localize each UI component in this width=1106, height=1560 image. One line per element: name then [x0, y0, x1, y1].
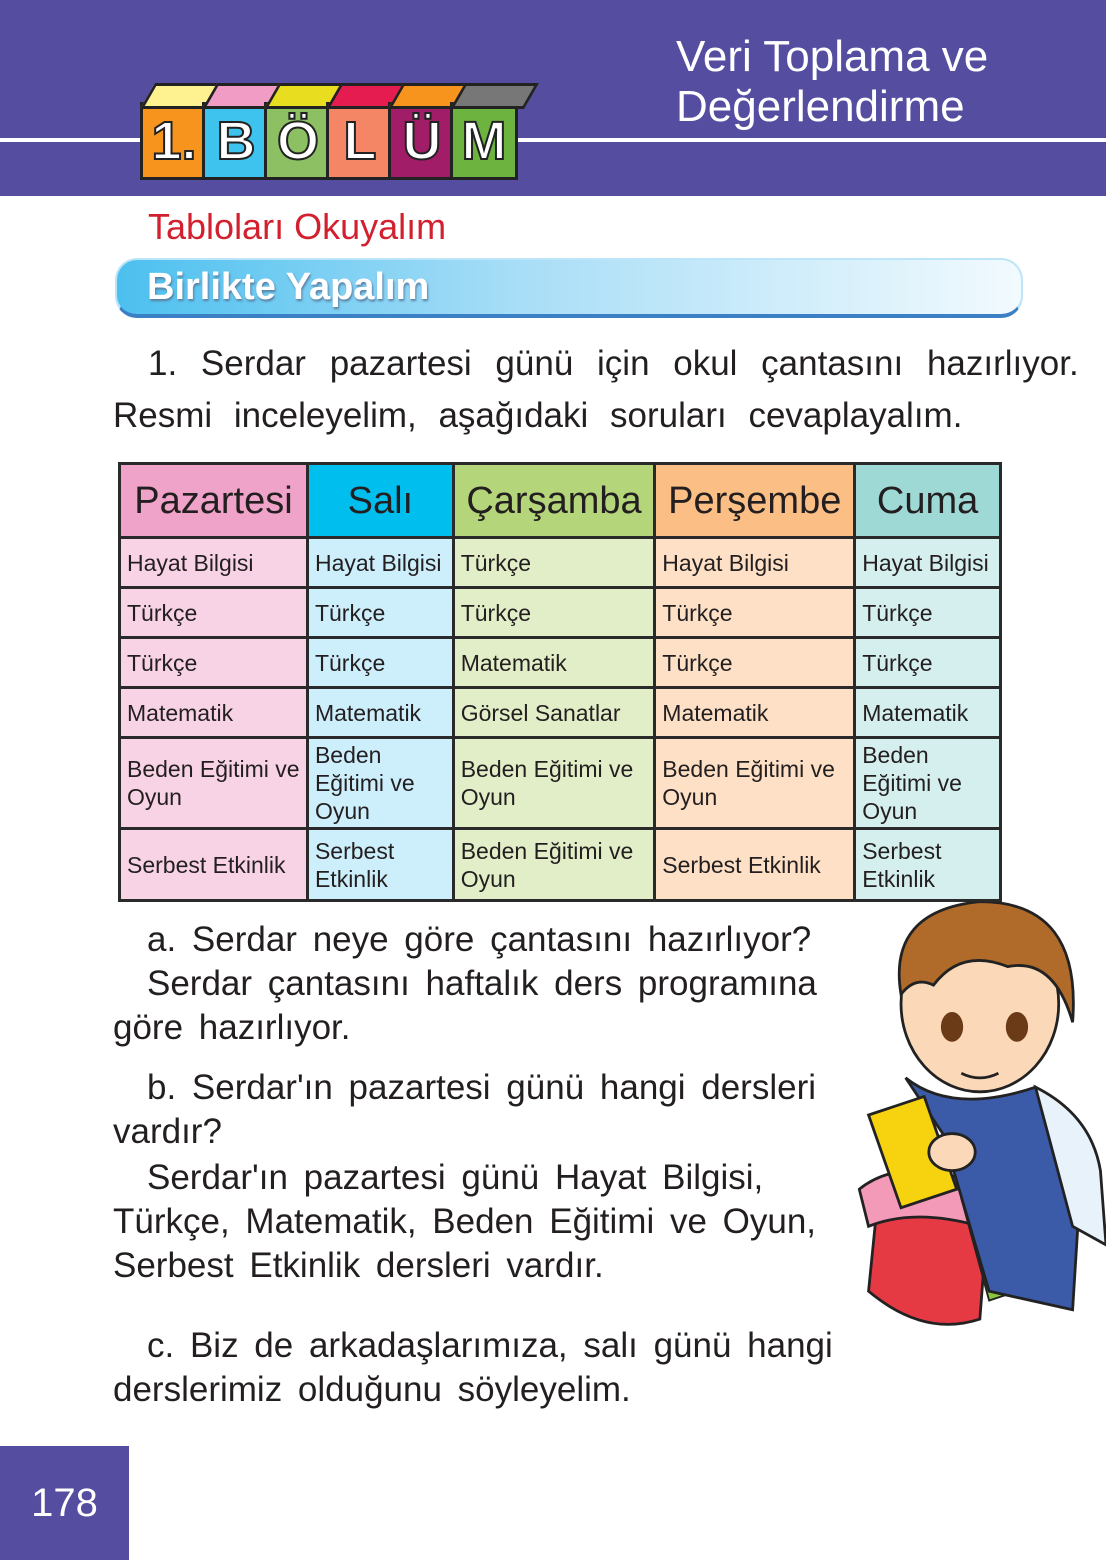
chapter-title-line2: Değerlendirme — [676, 82, 965, 131]
cube-m: M — [450, 102, 518, 180]
cube-l: L — [326, 102, 394, 180]
table-cell: Matematik — [453, 638, 655, 688]
table-cell: Matematik — [655, 688, 855, 738]
table-cell: Beden Eğitimi ve Oyun — [453, 738, 655, 829]
table-cell: Türkçe — [655, 638, 855, 688]
answer-b-line3: Serbest Etkinlik dersleri vardır. — [113, 1246, 604, 1285]
table-cell: Beden Eğitimi ve Oyun — [655, 738, 855, 829]
band-title: Birlikte Yapalım — [147, 266, 430, 308]
intro-line1: 1. Serdar pazartesi günü için okul çantasını hazırlıyor. — [148, 344, 1079, 383]
chapter-title — [676, 32, 988, 132]
header-cell: Salı — [307, 464, 453, 538]
table-cell: Beden Eğitimi ve Oyun — [453, 829, 655, 901]
question-c-line2: derslerimiz olduğunu söyleyelim. — [113, 1370, 631, 1409]
table-row — [120, 638, 1001, 688]
table-cell: Türkçe — [655, 588, 855, 638]
table-cell: Türkçe — [120, 638, 308, 688]
table-cell: Hayat Bilgisi — [307, 538, 453, 588]
header-cell: Perşembe — [655, 464, 855, 538]
cube-o: Ö — [264, 102, 332, 180]
table-cell: Serbest Etkinlik — [307, 829, 453, 901]
table-cell: Beden Eğitimi ve Oyun — [307, 738, 453, 829]
cube-1: 1. — [140, 102, 208, 180]
table-cell: Türkçe — [307, 638, 453, 688]
chapter-title-line1: Veri Toplama ve — [676, 32, 989, 81]
table-cell: Hayat Bilgisi — [655, 538, 855, 588]
table-cell: Serbest Etkinlik — [655, 829, 855, 901]
question-b-line1: b. Serdar'ın pazartesi günü hangi dersleri — [147, 1068, 817, 1107]
table-cell: Türkçe — [453, 588, 655, 638]
table-cell: Serbest Etkinlik — [120, 829, 308, 901]
table-cell: Türkçe — [120, 588, 308, 638]
table-cell: Beden Eğitimi ve Oyun — [855, 738, 1001, 829]
chapter-header — [0, 0, 1106, 196]
table-row — [120, 738, 1001, 829]
chapter-logo — [140, 60, 512, 180]
table-row — [120, 538, 1001, 588]
question-c-line1: c. Biz de arkadaşlarımıza, salı günü hangi — [147, 1326, 833, 1365]
table-cell: Matematik — [307, 688, 453, 738]
table-header-row — [120, 464, 1001, 538]
table-cell: Matematik — [855, 688, 1001, 738]
table-cell: Görsel Sanatlar — [453, 688, 655, 738]
table-cell: Türkçe — [307, 588, 453, 638]
table-cell: Hayat Bilgisi — [855, 538, 1001, 588]
table-cell: Türkçe — [453, 538, 655, 588]
answer-a-line2: göre hazırlıyor. — [113, 1008, 351, 1047]
intro-line2: Resmi inceleyelim, aşağıdaki soruları cevaplayalım. — [113, 396, 963, 435]
page-number: 178 — [0, 1446, 129, 1560]
cube-u: Ü — [388, 102, 456, 180]
table-cell: Beden Eğitimi ve Oyun — [120, 738, 308, 829]
activity-band — [115, 258, 1023, 318]
section-title: Tabloları Okuyalım — [148, 206, 447, 247]
table-cell: Matematik — [120, 688, 308, 738]
header-cell: Cuma — [855, 464, 1001, 538]
header-cell: Pazartesi — [120, 464, 308, 538]
cube-b: B — [202, 102, 270, 180]
table-cell: Hayat Bilgisi — [120, 538, 308, 588]
weekly-schedule-table — [118, 462, 1002, 902]
answer-a-line1: Serdar çantasını haftalık ders programına — [147, 964, 817, 1003]
question-b-line2: vardır? — [113, 1112, 222, 1151]
table-row — [120, 688, 1001, 738]
table-row — [120, 829, 1001, 901]
table-cell: Serbest Etkinlik — [855, 829, 1001, 901]
question-a: a. Serdar neye göre çantasını hazırlıyor? — [147, 920, 812, 959]
answer-b-line2: Türkçe, Matematik, Beden Eğitimi ve Oyun, — [113, 1202, 817, 1241]
table-cell: Türkçe — [855, 638, 1001, 688]
table-row — [120, 588, 1001, 638]
boy-illustration — [850, 892, 1106, 1338]
header-cell: Çarşamba — [453, 464, 655, 538]
answer-b-line1: Serdar'ın pazartesi günü Hayat Bilgisi, — [147, 1158, 764, 1197]
table-cell: Türkçe — [855, 588, 1001, 638]
